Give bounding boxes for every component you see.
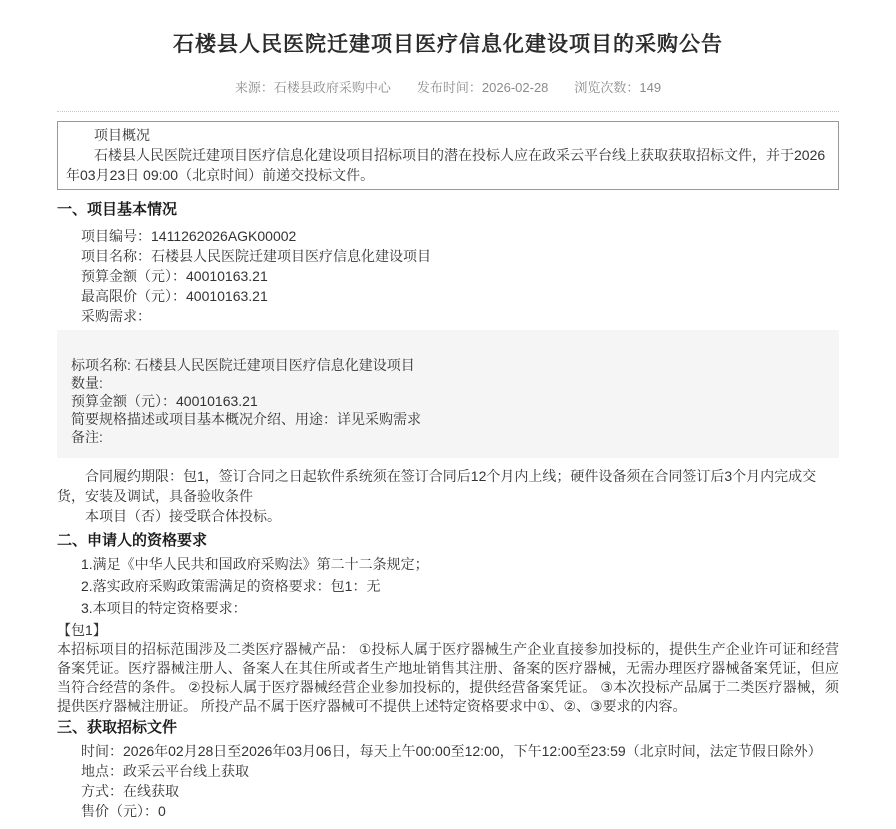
bid-budget-row: 预算金额（元）：40010163.21 [71,393,258,409]
document-body [57,32,839,821]
qualification-item-3: 3.本项目的特定资格要求： [81,600,247,616]
project-number-row: 项目编号：1411262026AGK00002 [81,228,297,244]
page-title: 石楼县人民医院迁建项目医疗信息化建设项目的采购公告 [173,33,723,56]
procurement-announcement-page [0,32,896,829]
location-row: 地点：政采云平台线上获取 [81,763,249,779]
dotted-divider [57,111,839,112]
section-heading-basic-info: 一、项目基本情况 [57,201,178,218]
qualification-item-1: 1.满足《中华人民共和国政府采购法》第二十二条规定； [81,556,429,572]
contract-period-paragraph: 合同履约期限：包1，签订合同之日起软件系统须在签订合同后12个月内上线；硬件设备须在合同签订后3个月内完成交货，安装及调试，具备验收条件 [57,468,817,504]
overview-body: 石楼县人民医院迁建项目医疗信息化建设项目招标项目的潜在投标人应在政采云平台线上获取获取招标文件，并于2026年03月23日 09:00（北京时间）前递交投标文件。 [66,147,826,183]
obtain-document-rows [57,741,839,821]
quantity-row: 数量: [71,375,103,391]
method-row: 方式：在线获取 [81,783,179,799]
qualification-item-2: 2.落实政府采购政策需满足的资格要求：包1：无 [81,578,381,594]
meta-row [57,80,839,95]
budget-amount-row: 预算金额（元）：40010163.21 [81,268,268,284]
section-heading-qualification: 二、申请人的资格要求 [57,532,208,549]
joint-bid-paragraph: 本项目（否）接受联合体投标。 [85,508,281,524]
overview-heading: 项目概况 [94,127,150,143]
package-requirement-text: 本招标项目的招标范围涉及二类医疗器械产品： ①投标人属于医疗器械生产企业直接参加投标的，提供生产企业许可证和经营备案凭证。医疗器械注册人、备案人在其住所或者生产地址销售其注册、备案的医疗器械，无需办理医疗器械备案凭证，但应当符合经营的条件。 ②投标人属于医疗器械经营企业参加投标的，提供经营备案凭证。 ③本次投标产品属于二类医疗器械，须提供医疗器械注册证。 所投产品不属于医疗器械可不提供上述特定资格要求中①、②、③要求的内容。 [57,641,839,714]
meta-view-count: 浏览次数：149 [574,80,662,95]
section-heading-obtain-documents: 三、获取招标文件 [57,719,178,736]
max-price-row: 最高限价（元）：40010163.21 [81,288,268,304]
procurement-demand-row: 采购需求： [81,308,151,324]
basic-info-rows [57,226,839,326]
time-row: 时间：2026年02月28日至2026年03月06日，每天上午00:00至12:00，下午12:00至23:59（北京时间，法定节假日除外） [81,743,822,759]
bid-item-name-row: 标项名称: 石楼县人民医院迁建项目医疗信息化建设项目 [71,357,415,373]
qualification-items [57,555,839,618]
spec-description-row: 简要规格描述或项目基本概况介绍、用途：详见采购需求 [71,411,421,427]
project-overview-box [57,121,839,190]
meta-source: 来源：石楼县政府采购中心 [234,80,391,95]
procurement-demand-box [57,330,839,458]
package-label: 【包1】 [57,622,107,638]
price-row: 售价（元）：0 [81,803,166,819]
project-name-row: 项目名称：石楼县人民医院迁建项目医疗信息化建设项目 [81,248,431,264]
remark-row: 备注: [71,429,103,445]
meta-publish-date: 发布时间：2026-02-28 [416,80,549,95]
